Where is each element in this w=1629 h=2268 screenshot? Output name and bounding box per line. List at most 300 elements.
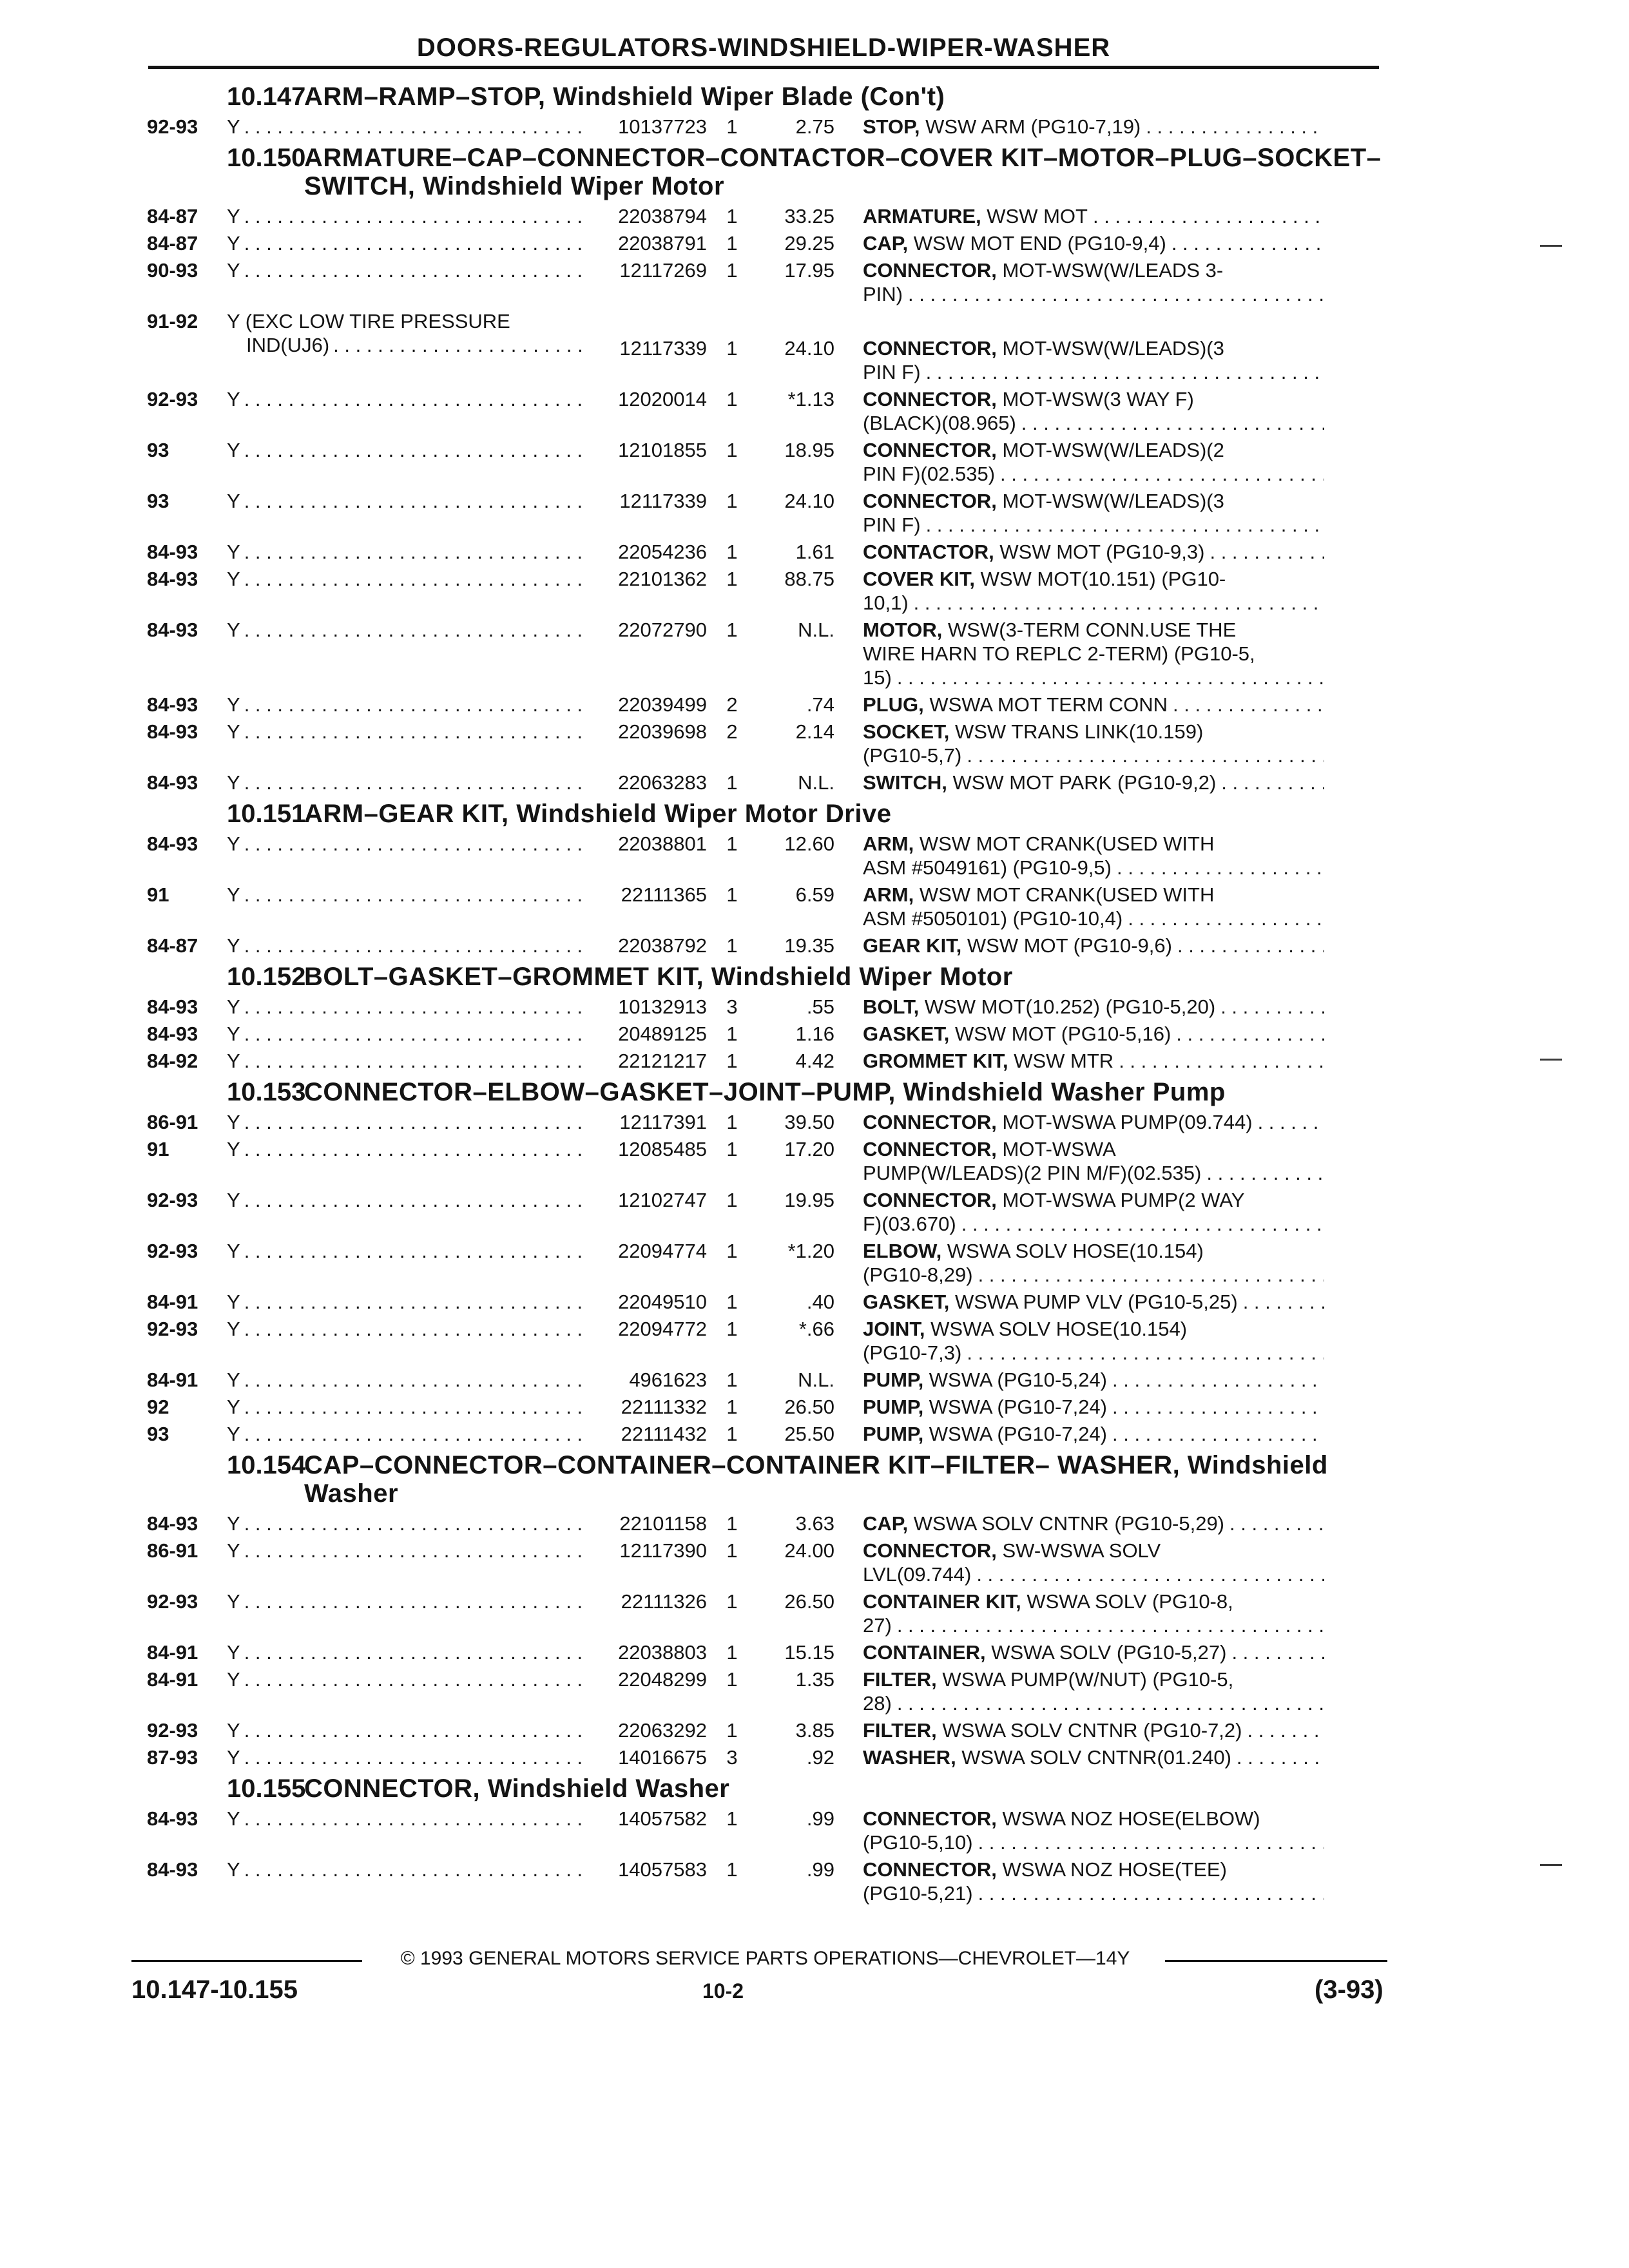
header-rule (148, 66, 1379, 69)
usage-code (227, 934, 588, 957)
usage-text: Y (227, 1396, 240, 1418)
model-years: 91 (147, 883, 169, 906)
dot-leader (961, 744, 1324, 767)
usage-line (227, 693, 588, 716)
part-description (834, 438, 1324, 486)
part-description (834, 231, 1324, 255)
part-detail: (PG10-5,7) (863, 744, 962, 767)
part-description (834, 1137, 1324, 1185)
description-text (863, 1807, 1260, 1831)
dot-leader (1113, 1049, 1324, 1073)
footer-rule-right (1165, 1960, 1387, 1962)
part-number: 12101855 (618, 439, 707, 461)
part-description (834, 1640, 1324, 1664)
description-text (863, 771, 1216, 794)
description-line (863, 204, 1324, 228)
model-years: 93 (147, 439, 169, 461)
description-line (863, 1667, 1324, 1691)
part-number: 22049510 (618, 1291, 707, 1313)
usage-line (227, 1368, 588, 1392)
part-description (834, 1539, 1324, 1586)
part-row (147, 1858, 1387, 1905)
part-description (834, 832, 1324, 879)
dot-leader (1204, 540, 1324, 564)
description-text (863, 282, 903, 306)
footer-copyright: © 1993 GENERAL MOTORS SERVICE PARTS OPERATIONS—CHEVROLET—14Y (400, 1948, 1130, 1969)
description-text (863, 1317, 1187, 1341)
usage-line (227, 1022, 588, 1046)
footer-page-number: 10-2 (702, 1979, 744, 2003)
usage-code (227, 1368, 588, 1392)
part-name: CONNECTOR, (863, 1189, 997, 1211)
part-row (147, 1718, 1387, 1742)
model-years: 84-93 (147, 693, 198, 716)
quantity: 1 (726, 388, 738, 410)
part-name: GEAR KIT, (863, 934, 962, 957)
usage-line (227, 883, 588, 907)
description-line (863, 438, 1324, 462)
dot-leader (240, 1188, 588, 1212)
quantity: 1 (726, 1423, 738, 1445)
usage-text: Y (227, 1512, 240, 1535)
group-title: BOLT–GASKET–GROMMET KIT, Windshield Wiper Motor (304, 963, 1013, 991)
part-row (147, 934, 1387, 957)
part-detail: WSW MOT(10.252) (PG10-5,20) (919, 995, 1216, 1018)
part-detail: 15) (863, 666, 892, 689)
dot-leader (240, 995, 588, 1019)
part-description (834, 720, 1324, 767)
part-number: 22038801 (618, 832, 707, 855)
part-detail: MOT-WSW(3 WAY F) (996, 388, 1194, 410)
usage-line (227, 258, 588, 282)
quantity: 1 (726, 1396, 738, 1418)
dot-leader (909, 591, 1324, 615)
part-row (147, 1422, 1387, 1446)
description-text (863, 1341, 961, 1365)
description-text (863, 1539, 1161, 1562)
model-years: 84-87 (147, 934, 198, 957)
usage-line (227, 333, 588, 357)
part-detail: WSWA PUMP(W/NUT) (PG10-5, (936, 1668, 1234, 1691)
page-title: DOORS-REGULATORS-WINDSHIELD-WIPER-WASHER (416, 34, 1111, 62)
part-detail: MOT-WSWA (996, 1138, 1116, 1160)
usage-code (227, 995, 588, 1019)
description-line (863, 1188, 1324, 1212)
dot-leader (240, 258, 588, 282)
part-name: CONNECTOR, (863, 1858, 997, 1881)
description-line (863, 771, 1324, 794)
usage-line (227, 309, 588, 333)
dot-leader (240, 489, 588, 513)
part-row (147, 540, 1387, 564)
part-number: 10137723 (618, 115, 707, 138)
price: 24.10 (784, 337, 834, 360)
dot-leader (921, 513, 1324, 537)
part-detail: MOT-WSW(W/LEADS)(2 (996, 439, 1224, 461)
part-detail: LVL(09.744) (863, 1563, 972, 1586)
part-number: 22038792 (618, 934, 707, 957)
part-description (834, 1049, 1324, 1073)
part-number: 10132913 (618, 995, 707, 1018)
description-text (863, 462, 995, 486)
description-line (863, 1212, 1324, 1236)
part-detail: PIN F)(02.535) (863, 463, 996, 485)
dot-leader (1224, 1512, 1324, 1535)
part-detail: (PG10-8,29) (863, 1264, 973, 1286)
price: *1.13 (787, 388, 834, 410)
part-row (147, 204, 1387, 228)
part-detail: WSW MOT CRANK(USED WITH (914, 883, 1215, 906)
description-text (863, 883, 1214, 907)
description-text (863, 1562, 971, 1586)
price: 3.85 (795, 1719, 834, 1742)
usage-line (227, 387, 588, 411)
dot-leader (1216, 771, 1324, 794)
description-text (863, 1188, 1244, 1212)
dot-leader (1242, 1718, 1325, 1742)
part-row (147, 1807, 1387, 1854)
description-line (863, 995, 1324, 1019)
quantity: 1 (726, 1807, 738, 1830)
part-name: COVER KIT, (863, 568, 975, 590)
part-detail: PUMP(W/LEADS)(2 PIN M/F)(02.535) (863, 1162, 1202, 1184)
price: .74 (806, 693, 834, 716)
description-line (863, 591, 1324, 615)
dot-leader (240, 1368, 588, 1392)
part-number: 22121217 (618, 1050, 707, 1072)
usage-text: Y (227, 832, 240, 855)
usage-text: Y (227, 1291, 240, 1313)
description-text (863, 666, 892, 689)
dot-leader (240, 1422, 588, 1446)
part-detail: WSW MOT PARK (PG10-9,2) (947, 771, 1217, 794)
usage-code (227, 1539, 588, 1562)
part-detail: WIRE HARN TO REPLC 2-TERM) (PG10-5, (863, 642, 1255, 665)
usage-text: Y (227, 439, 240, 461)
parts-group (147, 1451, 1387, 1769)
part-description (834, 1512, 1324, 1535)
usage-code (227, 1422, 588, 1446)
dot-leader (240, 567, 588, 591)
usage-text: Y (227, 1807, 240, 1830)
usage-code (227, 1239, 588, 1263)
model-years: 84-87 (147, 205, 198, 227)
part-row (147, 387, 1387, 435)
description-text (863, 693, 1168, 716)
description-text (863, 1263, 973, 1287)
dot-leader (240, 1807, 588, 1831)
part-row (147, 1137, 1387, 1185)
description-line (863, 1341, 1324, 1365)
price: 24.00 (784, 1539, 834, 1562)
usage-code (227, 693, 588, 716)
part-row (147, 1188, 1387, 1236)
description-line (863, 666, 1324, 689)
dot-leader (1215, 995, 1324, 1019)
part-name: ARM, (863, 832, 914, 855)
part-row (147, 1022, 1387, 1046)
usage-line (227, 934, 588, 957)
quantity: 1 (726, 232, 738, 255)
price: N.L. (798, 1369, 834, 1391)
quantity: 1 (726, 619, 738, 641)
description-text (863, 1718, 1242, 1742)
part-name: BOLT, (863, 995, 920, 1018)
part-number: 22063292 (618, 1719, 707, 1742)
part-detail: WSW ARM (PG10-7,19) (920, 115, 1141, 138)
part-detail: WSW MOT(10.151) (PG10- (974, 568, 1226, 590)
price: 17.95 (784, 259, 834, 282)
usage-line (227, 1049, 588, 1073)
price: 2.14 (795, 720, 834, 743)
part-description (834, 934, 1324, 957)
part-number: 22101158 (619, 1512, 707, 1535)
price: 12.60 (784, 832, 834, 855)
model-years: 84-91 (147, 1291, 198, 1313)
usage-code (227, 1188, 588, 1212)
description-text (863, 1858, 1227, 1881)
usage-text: Y (227, 1318, 240, 1340)
part-detail: WSWA NOZ HOSE(TEE) (996, 1858, 1227, 1881)
model-years: 92-93 (147, 1719, 198, 1742)
group-number: 10.155 (227, 1774, 306, 1803)
part-name: CONNECTOR, (863, 1111, 997, 1133)
dot-leader (240, 1290, 588, 1314)
description-text (863, 115, 1141, 139)
description-line (863, 1290, 1324, 1314)
quantity: 1 (726, 1023, 738, 1045)
part-name: WASHER, (863, 1746, 956, 1769)
quantity: 1 (726, 1240, 738, 1262)
part-name: CONTAINER KIT, (863, 1590, 1021, 1613)
usage-code (227, 1640, 588, 1664)
price: .40 (806, 1291, 834, 1313)
description-line (863, 1691, 1324, 1715)
part-number: 20489125 (618, 1023, 707, 1045)
part-number: 14057582 (618, 1807, 707, 1830)
usage-text: Y (227, 883, 240, 906)
part-name: CONNECTOR, (863, 259, 997, 282)
description-line (863, 1022, 1324, 1046)
description-line (863, 231, 1324, 255)
description-line (863, 907, 1324, 930)
usage-line (227, 1512, 588, 1535)
usage-text: Y (227, 1111, 240, 1133)
group-number: 10.154 (227, 1451, 306, 1479)
usage-line (227, 1317, 588, 1341)
part-detail: WSW MOT (PG10-5,16) (949, 1023, 1171, 1045)
part-name: FILTER, (863, 1719, 937, 1742)
part-row (147, 438, 1387, 486)
group-heading (147, 963, 1387, 991)
part-name: CONNECTOR, (863, 1138, 997, 1160)
part-number: 22111326 (621, 1590, 707, 1613)
part-description (834, 618, 1324, 689)
description-line (863, 387, 1324, 411)
description-line (863, 883, 1324, 907)
dot-leader (1238, 1290, 1324, 1314)
part-name: GROMMET KIT, (863, 1050, 1008, 1072)
usage-text: Y (227, 115, 240, 138)
usage-line (227, 204, 588, 228)
part-number: 12117269 (619, 259, 707, 282)
quantity: 1 (726, 1719, 738, 1742)
dot-leader (1107, 1422, 1324, 1446)
part-row (147, 1049, 1387, 1073)
model-years: 84-91 (147, 1668, 198, 1691)
price: 15.15 (784, 1641, 834, 1664)
part-row (147, 1539, 1387, 1586)
quantity: 1 (726, 568, 738, 590)
model-years: 84-93 (147, 1858, 198, 1881)
description-line (863, 1831, 1324, 1854)
description-line (863, 258, 1324, 282)
part-number: 22063283 (618, 771, 707, 794)
dot-leader (240, 438, 588, 462)
price: 29.25 (784, 232, 834, 255)
part-detail: ASM #5049161) (PG10-9,5) (863, 856, 1112, 879)
price: 1.16 (795, 1023, 834, 1045)
usage-text: Y (227, 388, 240, 410)
part-name: CAP, (863, 1512, 909, 1535)
part-name: PUMP, (863, 1423, 924, 1445)
description-line (863, 336, 1324, 360)
dot-leader (971, 1562, 1324, 1586)
description-text (863, 489, 1224, 513)
model-years: 84-93 (147, 1807, 198, 1830)
group-number: 10.153 (227, 1078, 306, 1106)
parts-group (147, 963, 1387, 1073)
dot-leader (1201, 1161, 1324, 1185)
part-row (147, 720, 1387, 767)
part-row (147, 1290, 1387, 1314)
model-years: 84-93 (147, 771, 198, 794)
usage-text: Y (227, 1539, 240, 1562)
description-line (863, 489, 1324, 513)
part-description (834, 771, 1324, 794)
description-line (863, 567, 1324, 591)
part-detail: WSWA SOLV CNTNR(01.240) (956, 1746, 1231, 1769)
part-description (834, 1368, 1324, 1392)
group-heading (147, 1451, 1387, 1508)
part-number: 22101362 (618, 568, 707, 590)
description-text (863, 720, 1203, 744)
model-years: 84-91 (147, 1641, 198, 1664)
quantity: 1 (726, 259, 738, 282)
usage-text: Y (227, 541, 240, 563)
dot-leader (240, 1590, 588, 1613)
part-row (147, 258, 1387, 306)
part-number: 22111365 (621, 883, 707, 906)
price: 19.95 (784, 1189, 834, 1211)
dot-leader (1016, 411, 1324, 435)
part-row (147, 567, 1387, 615)
dot-leader (892, 1613, 1324, 1637)
quantity: 1 (726, 439, 738, 461)
usage-text: Y (227, 259, 240, 282)
usage-code (227, 258, 588, 282)
quantity: 1 (726, 337, 738, 360)
dot-leader (240, 387, 588, 411)
model-years: 91 (147, 1138, 169, 1160)
model-years: 92-93 (147, 1318, 198, 1340)
part-description (834, 540, 1324, 564)
part-row (147, 883, 1387, 930)
usage-code (227, 1590, 588, 1613)
usage-text: Y (227, 205, 240, 227)
price: 4.42 (795, 1050, 834, 1072)
part-detail: WSWA (PG10-7,24) (923, 1396, 1107, 1418)
part-detail: WSW MTR (1008, 1050, 1114, 1072)
description-text (863, 591, 909, 615)
part-description (834, 693, 1324, 716)
model-years: 93 (147, 1423, 169, 1445)
part-name: GASKET, (863, 1291, 950, 1313)
part-number: 22038803 (618, 1641, 707, 1664)
part-detail: WSWA (PG10-7,24) (923, 1423, 1107, 1445)
description-text (863, 934, 1172, 957)
parts-group (147, 82, 1387, 139)
description-text (863, 540, 1204, 564)
part-row (147, 1239, 1387, 1287)
usage-code (227, 1512, 588, 1535)
description-text (863, 204, 1088, 228)
usage-text: Y (227, 720, 240, 743)
description-line (863, 1745, 1324, 1769)
margin-mark (1540, 1059, 1562, 1061)
usage-line (227, 1290, 588, 1314)
part-row (147, 1317, 1387, 1365)
usage-line (227, 231, 588, 255)
usage-code (227, 1395, 588, 1419)
margin-mark (1540, 245, 1562, 247)
usage-code (227, 832, 588, 856)
part-name: PUMP, (863, 1396, 924, 1418)
usage-code (227, 771, 588, 794)
description-line (863, 856, 1324, 879)
price: *1.20 (787, 1240, 834, 1262)
usage-text: Y (227, 771, 240, 794)
part-number: 12102747 (618, 1189, 707, 1211)
usage-line (227, 1188, 588, 1212)
description-text (863, 1022, 1171, 1046)
dot-leader (240, 934, 588, 957)
part-name: SOCKET, (863, 720, 950, 743)
usage-text: Y (227, 1369, 240, 1391)
description-line (863, 1858, 1324, 1881)
part-detail: WSWA SOLV HOSE(10.154) (941, 1240, 1204, 1262)
description-line (863, 1161, 1324, 1185)
usage-code (227, 567, 588, 591)
usage-line (227, 115, 588, 139)
part-description (834, 1745, 1324, 1769)
description-text (863, 258, 1223, 282)
quantity: 1 (726, 1189, 738, 1211)
part-number: 22048299 (618, 1668, 707, 1691)
model-years: 84-93 (147, 541, 198, 563)
description-line (863, 1422, 1324, 1446)
model-years: 91-92 (147, 310, 198, 332)
description-text (863, 1161, 1201, 1185)
part-number: 22038794 (618, 205, 707, 227)
dot-leader (892, 666, 1324, 689)
part-name: JOINT, (863, 1318, 925, 1340)
part-row (147, 1667, 1387, 1715)
part-description (834, 204, 1324, 228)
price: 33.25 (784, 205, 834, 227)
part-detail: PIN F) (863, 361, 921, 383)
part-row (147, 995, 1387, 1019)
